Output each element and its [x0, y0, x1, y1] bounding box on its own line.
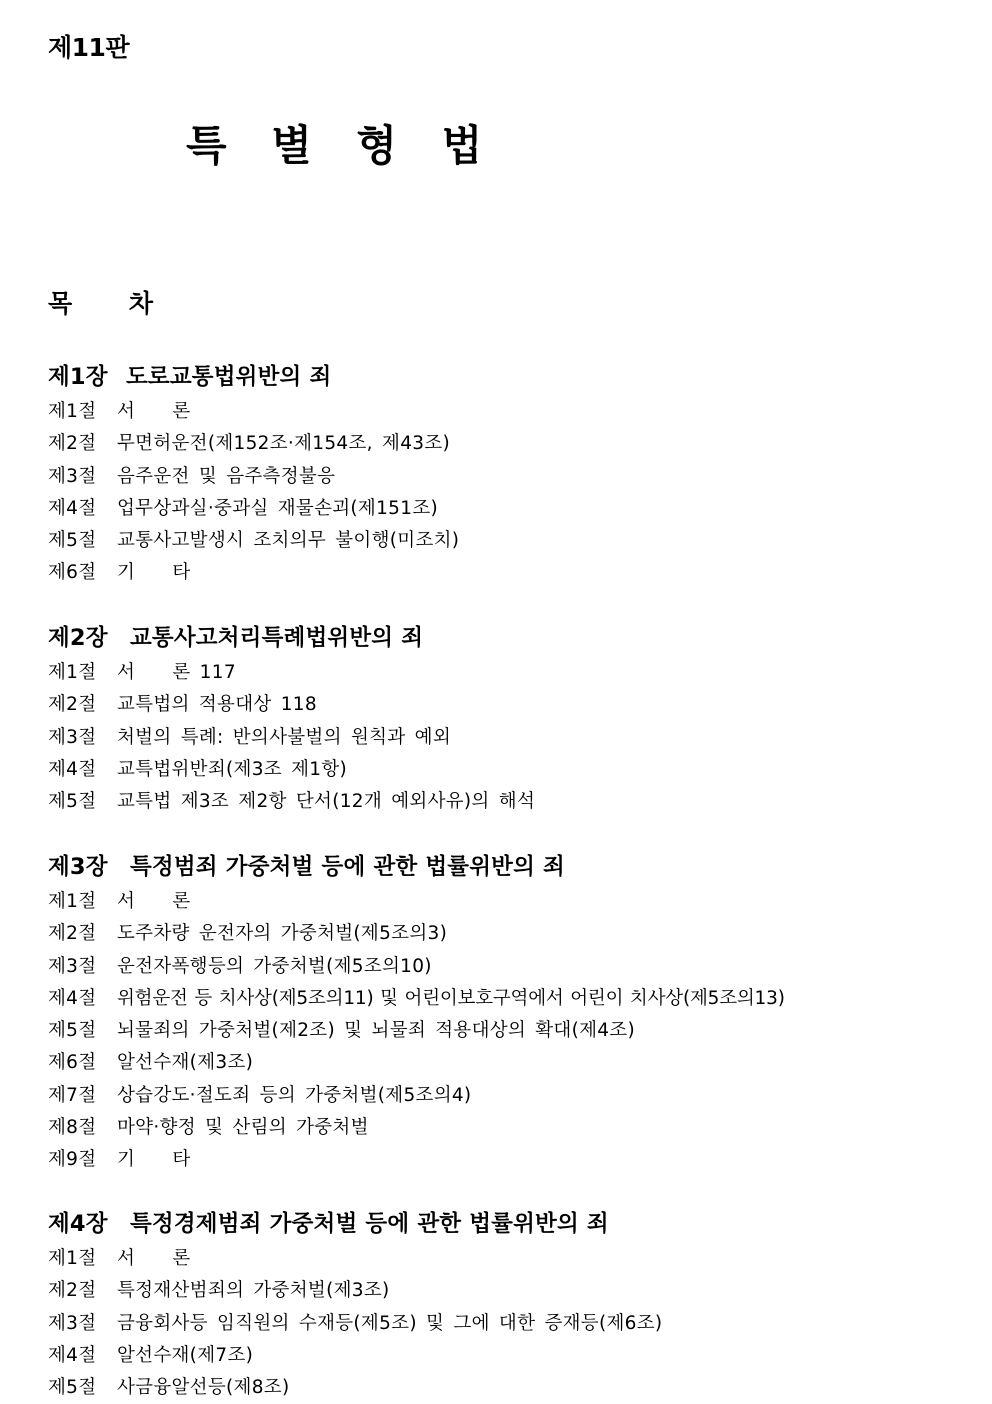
section-title: 사금융알선등(제8조) — [117, 1377, 290, 1399]
section-item — [48, 1275, 968, 1307]
chapter-name: 특정범죄 가중처벌 등에 관한 법률위반의 죄 — [130, 854, 565, 880]
section-item — [48, 1340, 968, 1372]
chapter-number: 제2장 — [48, 625, 108, 651]
section-title: 처벌의 특례: 반의사불벌의 원칙과 예외 — [117, 726, 451, 748]
section-number: 제5절 — [48, 791, 97, 813]
section-number: 제3절 — [48, 726, 97, 748]
section-number: 제1절 — [48, 401, 97, 422]
section-list — [48, 396, 968, 590]
section-number: 제6절 — [48, 562, 97, 584]
chapter-title — [48, 848, 968, 886]
chapter-1 — [48, 358, 968, 590]
section-item — [48, 1015, 968, 1047]
section-number: 제9절 — [48, 1149, 97, 1171]
section-item — [48, 951, 968, 983]
section-number: 제5절 — [48, 1377, 97, 1399]
section-number: 제2절 — [48, 433, 97, 455]
section-title: 서 론 — [117, 1248, 191, 1269]
section-number: 제4절 — [48, 987, 97, 1009]
section-number: 제6절 — [48, 1052, 97, 1074]
edition-label: 제11판 — [48, 33, 130, 62]
toc-heading: 목 차 — [48, 289, 178, 318]
section-list — [48, 657, 968, 818]
section-item — [48, 983, 968, 1015]
section-item — [48, 461, 968, 493]
section-title: 알선수재(제3조) — [117, 1052, 254, 1074]
section-title: 마약·향정 및 산림의 가중처벌 — [117, 1117, 369, 1139]
section-title: 도주차량 운전자의 가중처벌(제5조의3) — [117, 923, 448, 945]
section-title: 교통사고발생시 조치의무 불이행(미조치) — [117, 530, 460, 552]
section-item — [48, 1047, 968, 1079]
section-title: 서 론 117 — [117, 662, 236, 683]
section-title: 알선수재(제7조) — [117, 1344, 254, 1366]
section-title: 서 론 — [117, 401, 191, 422]
section-title: 금융회사등 임직원의 수재등(제5조) 및 그에 대한 증재등(제6조) — [117, 1312, 663, 1334]
section-item — [48, 1144, 968, 1176]
section-list — [48, 886, 968, 1177]
chapter-name: 도로교통법위반의 죄 — [126, 364, 332, 390]
section-item — [48, 722, 968, 754]
section-item — [48, 396, 968, 428]
chapter-4 — [48, 1205, 968, 1404]
section-title: 음주운전 및 음주측정불응 — [117, 465, 336, 487]
section-number: 제2절 — [48, 1280, 97, 1302]
section-number: 제3절 — [48, 955, 97, 977]
section-item — [48, 525, 968, 557]
section-number: 제4절 — [48, 758, 97, 780]
section-number: 제8절 — [48, 1117, 97, 1139]
section-item — [48, 689, 968, 721]
section-title: 교특법의 적용대상 118 — [117, 694, 317, 716]
section-item — [48, 1080, 968, 1112]
chapter-title — [48, 358, 968, 396]
section-number: 제3절 — [48, 465, 97, 487]
section-item — [48, 786, 968, 818]
section-title: 교특법 제3조 제2항 단서(12개 예외사유)의 해석 — [117, 791, 536, 813]
section-title: 교특법위반죄(제3조 제1항) — [117, 758, 348, 780]
section-item — [48, 1243, 968, 1275]
section-item — [48, 428, 968, 460]
section-number: 제2절 — [48, 923, 97, 945]
section-number: 제1절 — [48, 1248, 97, 1269]
chapter-title — [48, 619, 968, 657]
section-title: 서 론 — [117, 891, 191, 912]
section-item — [48, 1308, 968, 1340]
chapter-3 — [48, 848, 968, 1177]
section-item — [48, 1112, 968, 1144]
section-item — [48, 493, 968, 525]
section-number: 제4절 — [48, 1344, 97, 1366]
section-title: 무면허운전(제152조·제154조, 제43조) — [117, 433, 451, 455]
section-number: 제5절 — [48, 1020, 97, 1042]
section-item — [48, 886, 968, 918]
section-item — [48, 754, 968, 786]
section-item — [48, 1372, 968, 1404]
section-list — [48, 1243, 968, 1404]
section-number: 제4절 — [48, 497, 97, 519]
section-item — [48, 918, 968, 950]
section-number: 제2절 — [48, 694, 97, 716]
chapter-name: 교통사고처리특례법위반의 죄 — [130, 625, 424, 651]
section-title: 뇌물죄의 가중처벌(제2조) 및 뇌물죄 적용대상의 확대(제4조) — [117, 1020, 636, 1042]
section-title: 특정재산범죄의 가중처벌(제3조) — [117, 1280, 390, 1302]
chapter-number: 제1장 — [48, 364, 108, 390]
section-number: 제1절 — [48, 662, 97, 683]
chapter-2 — [48, 619, 968, 818]
section-item — [48, 657, 968, 689]
section-title: 상습강도·절도죄 등의 가중처벌(제5조의4) — [117, 1084, 472, 1106]
section-title: 업무상과실·중과실 재물손괴(제151조) — [117, 497, 439, 519]
section-number: 제5절 — [48, 530, 97, 552]
section-title: 기 타 — [117, 1149, 191, 1171]
chapter-number: 제3장 — [48, 854, 108, 880]
book-title: 특 별 형 법 — [186, 121, 498, 170]
section-number: 제3절 — [48, 1312, 97, 1334]
chapter-name: 특정경제범죄 가중처벌 등에 관한 법률위반의 죄 — [130, 1211, 609, 1237]
chapter-number: 제4장 — [48, 1211, 108, 1237]
section-item — [48, 557, 968, 589]
section-number: 제7절 — [48, 1084, 97, 1106]
chapter-title — [48, 1205, 968, 1243]
section-number: 제1절 — [48, 891, 97, 912]
section-title: 기 타 — [117, 562, 191, 584]
section-title: 운전자폭행등의 가중처벌(제5조의10) — [117, 955, 432, 977]
section-title: 위험운전 등 치사상(제5조의11) 및 어린이보호구역에서 어린이 치사상(제5조의13) — [117, 987, 785, 1009]
